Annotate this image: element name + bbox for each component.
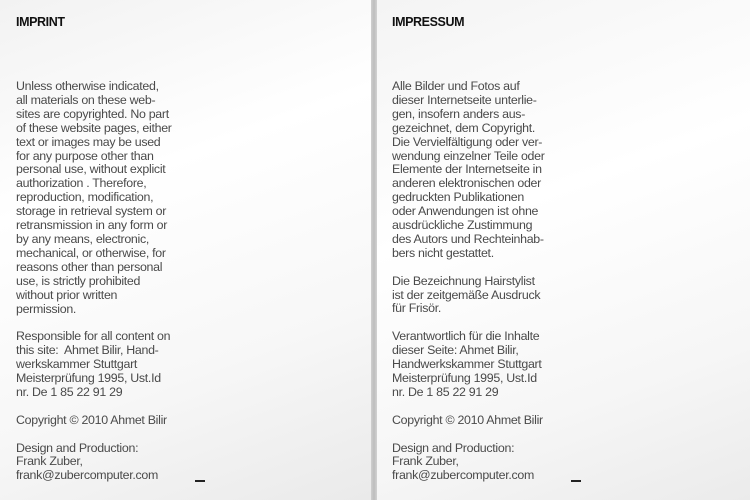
text-line: wendung einzelner Teile oder — [392, 148, 545, 163]
text-line: Alle Bilder und Fotos auf — [392, 79, 520, 93]
text-line: Copyright © 2010 Ahmet Bilir — [392, 412, 543, 427]
text-line: für Frisör. — [392, 301, 442, 316]
text-line: gezeichnet, dem Copyright. — [392, 120, 536, 135]
text-paragraph — [16, 442, 206, 484]
text-line: permission. — [16, 301, 77, 316]
impressum-content — [392, 80, 582, 497]
text-line: dieser Seite: Ahmet Bilir, — [392, 343, 519, 358]
text-line: of these website pages, either — [16, 120, 172, 135]
text-line: all materials on these web- — [16, 92, 156, 107]
text-line: frank@zubercomputer.com — [392, 468, 535, 483]
text-line: authorization . Therefore, — [16, 176, 147, 191]
text-paragraph — [16, 80, 206, 316]
text-line: Design and Production: — [392, 440, 515, 455]
text-line: ist der zeitgemäße Ausdruck — [392, 287, 541, 302]
text-line: Meisterprüfung 1995, Ust.Id — [392, 371, 537, 385]
text-line: use, is strictly prohibited — [16, 273, 141, 288]
text-paragraph — [392, 275, 582, 317]
text-line: Die Bezeichnung Hairstylist — [392, 273, 535, 288]
text-line: for any purpose other than — [16, 148, 154, 163]
text-line: dieser Internetseite unterlie- — [392, 92, 537, 107]
text-line: Frank Zuber, — [392, 454, 459, 469]
imprint-content — [16, 80, 206, 497]
text-line: oder Anwendungen ist ohne — [392, 204, 539, 219]
impressum-heading: IMPRESSUM — [392, 15, 465, 29]
text-line: bers nicht gestattet. — [392, 245, 494, 260]
text-line: without prior written — [16, 287, 118, 302]
text-line: gedruckten Publikationen — [392, 190, 524, 205]
text-line: ausdrückliche Zustimmung — [392, 218, 533, 233]
text-line: werkskammer Stuttgart — [16, 357, 138, 372]
text-paragraph — [392, 442, 582, 484]
text-line: Copyright © 2010 Ahmet Bilir — [16, 412, 167, 427]
text-line: Handwerkskammer Stuttgart — [392, 357, 542, 372]
text-line: this site: Ahmet Bilir, Hand- — [16, 343, 159, 358]
scroll-indicator-mark — [195, 480, 205, 482]
text-paragraph — [16, 330, 206, 400]
text-line: retransmission in any form or — [16, 218, 168, 233]
text-line: personal use, without explicit — [16, 162, 166, 177]
text-line: by any means, electronic, — [16, 231, 149, 246]
text-line: anderen elektronischen oder — [392, 176, 541, 191]
text-line: text or images may be used — [16, 134, 161, 149]
text-paragraph — [392, 414, 582, 428]
imprint-heading: IMPRINT — [16, 15, 65, 29]
text-line: Verantwortlich für die Inhalte — [392, 329, 540, 344]
text-line: Meisterprüfung 1995, Ust.Id — [16, 371, 161, 386]
text-paragraph — [392, 330, 582, 400]
text-line: Responsible for all content on — [16, 329, 171, 344]
text-line: nr. De 1 85 22 91 29 — [16, 384, 123, 399]
text-line: Elemente der Internetseite in — [392, 162, 542, 177]
text-line: Unless otherwise indicated, — [16, 79, 159, 93]
text-line: reproduction, modification, — [16, 190, 154, 205]
text-line: gen, insofern anders aus- — [392, 106, 526, 121]
impressum-panel — [377, 0, 750, 500]
text-paragraph — [392, 80, 582, 261]
imprint-panel — [0, 0, 371, 500]
text-line: nr. De 1 85 22 91 29 — [392, 384, 499, 399]
text-line: mechanical, or otherwise, for — [16, 245, 166, 260]
text-line: reasons other than personal — [16, 259, 163, 274]
text-line: sites are copyrighted. No part — [16, 106, 169, 121]
text-line: storage in retrieval system or — [16, 204, 167, 219]
text-line: frank@zubercomputer.com — [16, 468, 159, 483]
text-line: Design and Production: — [16, 440, 139, 455]
text-paragraph — [16, 414, 206, 428]
text-line: Die Vervielfältigung oder ver- — [392, 134, 543, 149]
scroll-indicator-mark — [571, 480, 581, 482]
text-line: Frank Zuber, — [16, 454, 83, 469]
text-line: des Autors und Rechteinhab- — [392, 231, 544, 246]
